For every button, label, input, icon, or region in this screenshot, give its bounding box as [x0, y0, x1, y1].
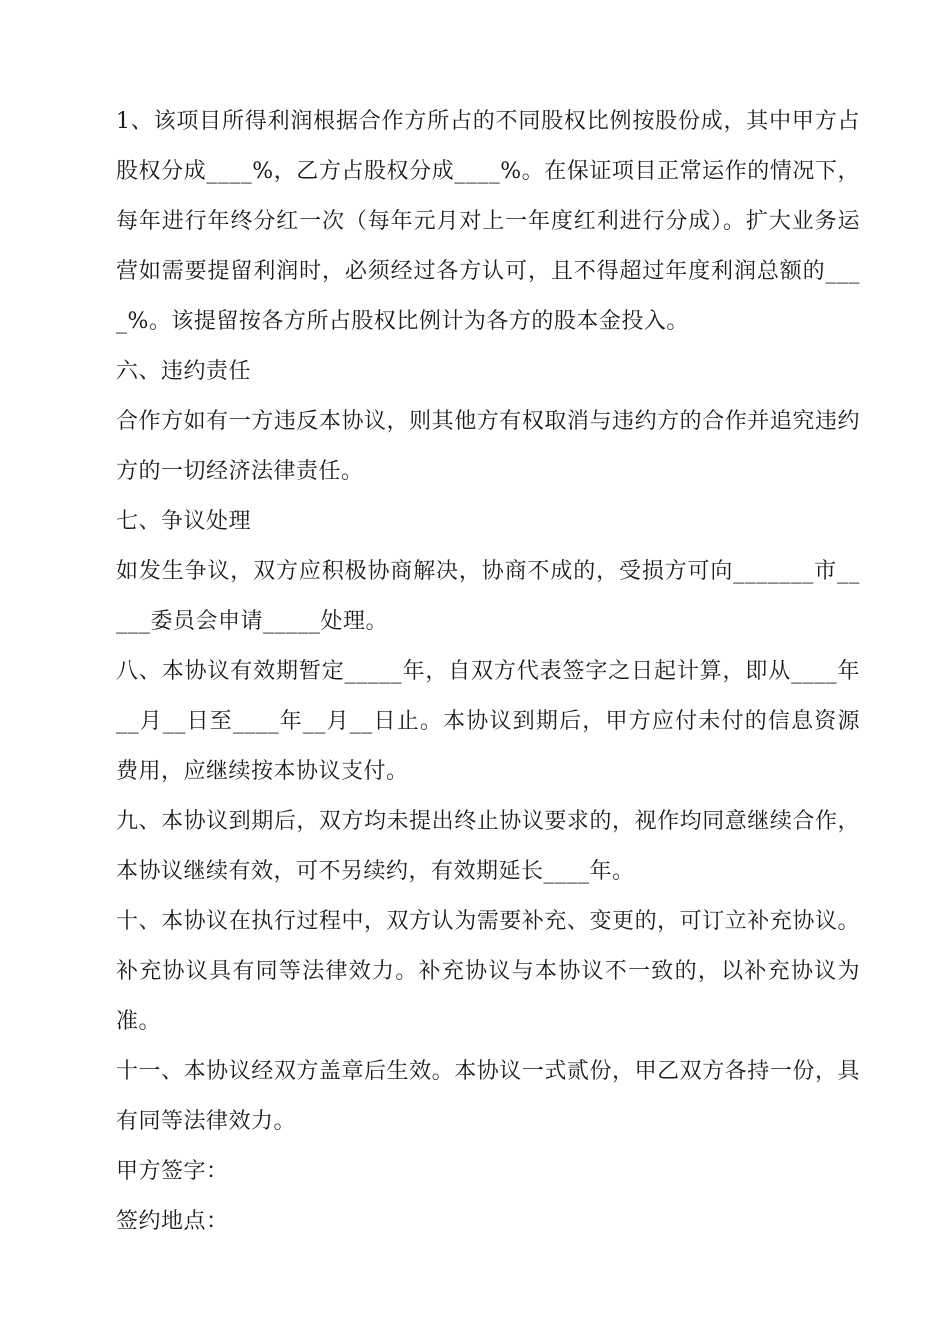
breach-liability-clause: 合作方如有一方违反本协议，则其他方有权取消与违约方的合作并追究违约方的一切经济法律责任。 — [116, 409, 860, 484]
signing-location-label: 签约地点： — [116, 1209, 229, 1234]
renewal-clause: 九、本协议到期后，双方均未提出终止协议要求的，视作均同意继续合作，本协议继续有效，可不另续约，有效期延长____年。 — [116, 809, 860, 884]
section-heading-dispute-resolution: 七、争议处理 — [116, 509, 252, 534]
party-a-signature-label: 甲方签字： — [116, 1159, 229, 1184]
effectiveness-clause: 十一、本协议经双方盖章后生效。本协议一式贰份，甲乙双方各持一份，具有同等法律效力。 — [116, 1059, 860, 1134]
supplementary-agreement-clause: 十、本协议在执行过程中，双方认为需要补充、变更的，可订立补充协议。补充协议具有同等法律效力。补充协议与本协议不一致的，以补充协议为准。 — [116, 909, 860, 1034]
profit-distribution-clause: 1、该项目所得利润根据合作方所占的不同股权比例按股份成，其中甲方占股权分成____%，乙方占股权分成____%。在保证项目正常运作的情况下，每年进行年终分红一次（每年元月对上一年度红利进行分成）。扩大业务运营如需要提留利润时，必须经过各方认可，且不得超过年度利润总额的____%。该提留按各方所占股权比例计为各方的股本金投入。 — [116, 109, 860, 334]
section-heading-breach-liability: 六、违约责任 — [116, 359, 252, 384]
dispute-resolution-clause: 如发生争议，双方应积极协商解决，协商不成的，受损方可向_______市_____委员会申请_____处理。 — [116, 559, 860, 634]
validity-period-clause: 八、本协议有效期暂定_____年，自双方代表签字之日起计算，即从____年__月__日至____年__月__日止。本协议到期后，甲方应付未付的信息资源费用，应继续按本协议支付。 — [116, 659, 860, 784]
